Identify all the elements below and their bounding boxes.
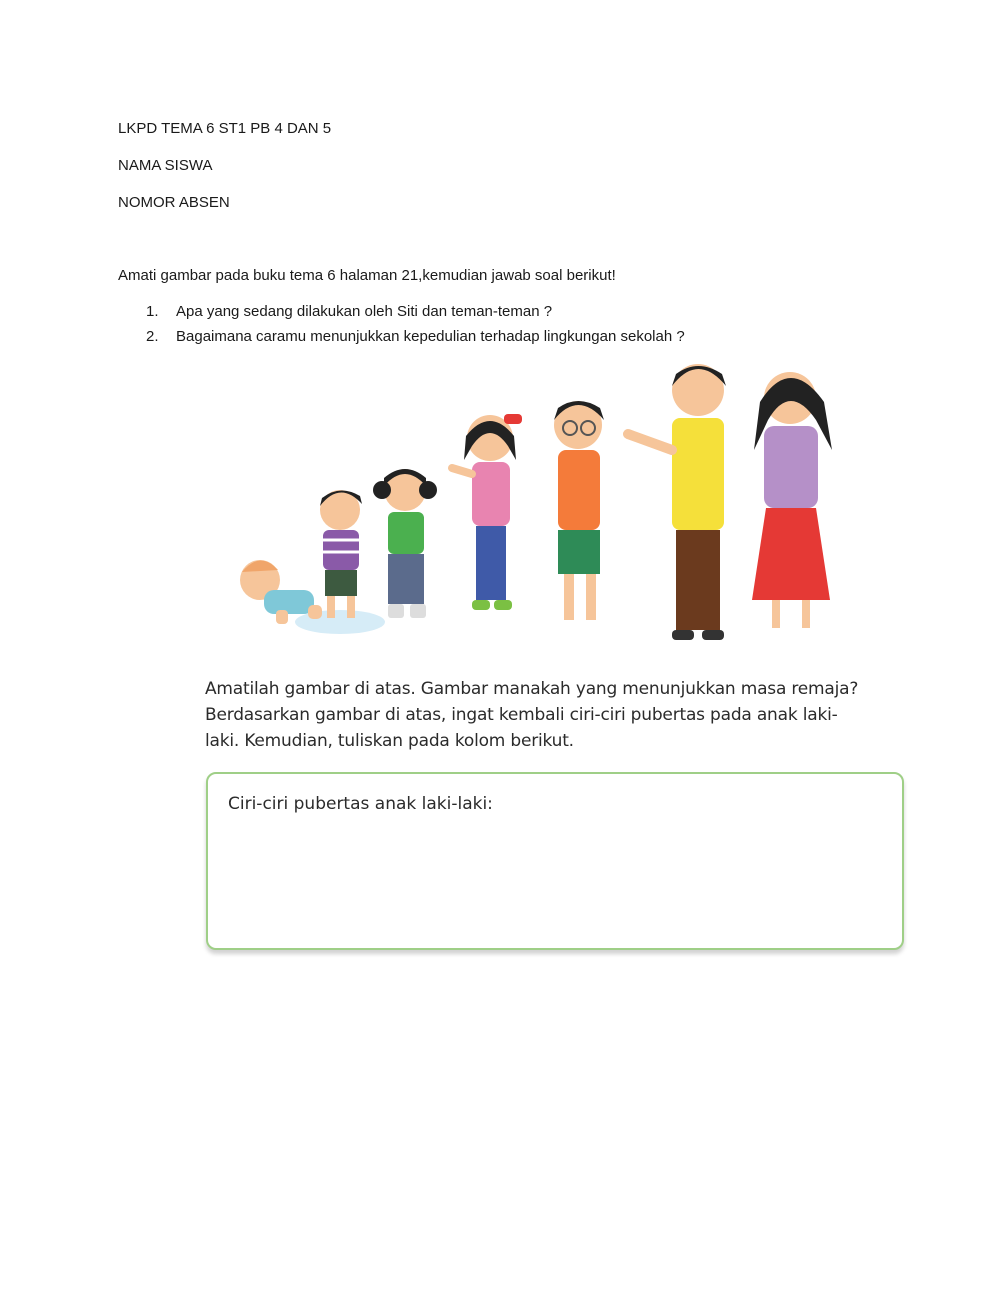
answer-box[interactable]	[206, 772, 904, 950]
question-number: 2.	[146, 328, 159, 345]
preteen-girl-figure	[452, 414, 522, 610]
intro-text: Amati gambar pada buku tema 6 halaman 21,kemudian jawab soal berikut!	[118, 267, 616, 284]
teen-boy-figure	[554, 401, 604, 620]
answer-box-label: Ciri-ciri pubertas anak laki-laki:	[228, 794, 493, 814]
growth-stages-illustration	[220, 350, 880, 660]
mother-figure	[752, 372, 832, 628]
father-figure	[628, 364, 726, 640]
baby-figure	[240, 560, 322, 624]
instruction-line: Amatilah gambar di atas. Gambar manakah yang menunjukkan masa remaja?	[205, 679, 859, 699]
student-number-label: NOMOR ABSEN	[118, 194, 230, 211]
child-girl-figure	[373, 469, 437, 618]
toddler-figure	[320, 490, 362, 618]
instruction-line: Berdasarkan gambar di atas, ingat kembali ciri-ciri pubertas pada anak laki-	[205, 705, 838, 725]
question-text: Apa yang sedang dilakukan oleh Siti dan teman-teman ?	[176, 303, 553, 320]
question-text: Bagaimana caramu menunjukkan kepedulian terhadap lingkungan sekolah ?	[176, 328, 685, 345]
instruction-line: laki. Kemudian, tuliskan pada kolom berikut.	[205, 731, 574, 751]
instruction-text	[205, 676, 925, 754]
student-name-label: NAMA SISWA	[118, 157, 213, 174]
worksheet-title: LKPD TEMA 6 ST1 PB 4 DAN 5	[118, 120, 332, 137]
question-number: 1.	[146, 303, 159, 320]
